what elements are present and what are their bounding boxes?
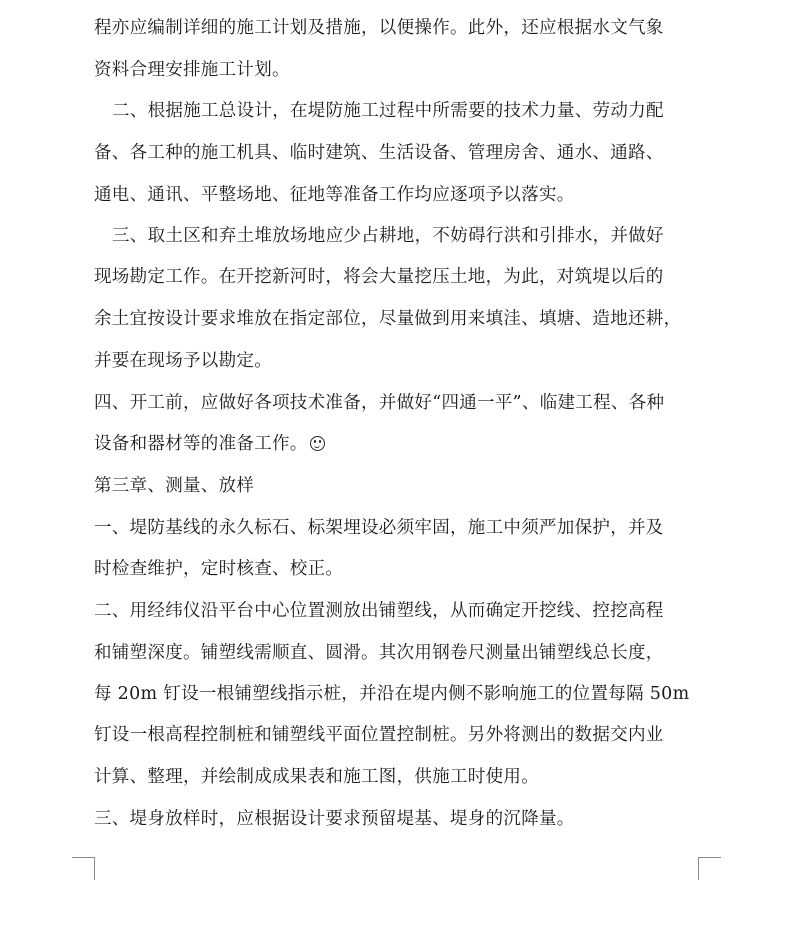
chapter-title: 第三章、测量、放样 [94,476,255,496]
body-line [0,138,790,168]
paragraph-line [0,388,790,418]
body-line [0,346,790,376]
body-line [0,262,790,292]
body-line [0,638,790,668]
body-text: 并要在现场予以勘定。 [94,351,272,371]
paragraph-text: 三、取土区和弃土堆放场地应少占耕地，不妨碍行洪和引排水，并做好 [112,226,664,246]
body-text: 余土宜按设计要求堆放在指定部位，尽量做到用来填洼、填塘、造地还耕， [94,309,682,329]
paragraph-text: 二、用经纬仪沿平台中心位置测放出铺塑线，从而确定开挖线、控挖高程 [94,601,664,621]
chapter-heading [0,471,790,501]
body-text: 程亦应编制详细的施工计划及措施，以便操作。此外，还应根据水文气象 [94,18,664,38]
smiley-face-icon [310,436,325,451]
body-line [0,429,790,459]
body-line [0,554,790,584]
body-line [0,304,790,334]
page-corner-mark-left [72,857,95,880]
paragraph-text: 一、堤防基线的永久标石、标架埋设必须牢固，施工中须严加保护，并及 [94,518,664,538]
body-text: 和铺塑深度。铺塑线需顺直、圆滑。其次用钢卷尺测量出铺塑线总长度， [94,643,664,663]
body-text: 每 20m 钉设一根铺塑线指示桩，并沿在堤内侧不影响施工的位置每隔 50m [94,684,690,704]
body-text: 时检查维护，定时核查、校正。 [94,559,344,579]
paragraph-line [0,96,790,126]
body-text: 计算、整理，并绘制成成果表和施工图，供施工时使用。 [94,767,539,787]
paragraph-line [0,596,790,626]
body-line [0,762,790,792]
page-corner-mark-right [698,857,721,880]
paragraph-text: 三、堤身放样时，应根据设计要求预留堤基、堤身的沉降量。 [94,809,575,829]
body-line [0,13,790,43]
body-text: 备、各工种的施工机具、临时建筑、生活设备、管理房舍、通水、通路、 [94,143,664,163]
body-text-with-emoji [94,429,325,459]
paragraph-line [0,513,790,543]
body-line [0,679,790,709]
paragraph-line [0,804,790,834]
body-text: 设备和器材等的准备工作。 [94,434,308,454]
paragraph-text: 二、根据施工总设计，在堤防施工过程中所需要的技术力量、劳动力配 [112,101,664,121]
body-text: 通电、通讯、平整场地、征地等准备工作均应逐项予以落实。 [94,185,575,205]
body-text: 钉设一根高程控制桩和铺塑线平面位置控制桩。另外将测出的数据交内业 [94,725,664,745]
body-text: 资料合理安排施工计划。 [94,60,290,80]
paragraph-text: 四、开工前，应做好各项技术准备，并做好“四通一平”、临建工程、各种 [94,393,665,413]
body-line [0,55,790,85]
body-text: 现场勘定工作。在开挖新河时，将会大量挖压土地，为此，对筑堤以后的 [94,267,664,287]
body-line [0,720,790,750]
body-line [0,180,790,210]
paragraph-line [0,221,790,251]
